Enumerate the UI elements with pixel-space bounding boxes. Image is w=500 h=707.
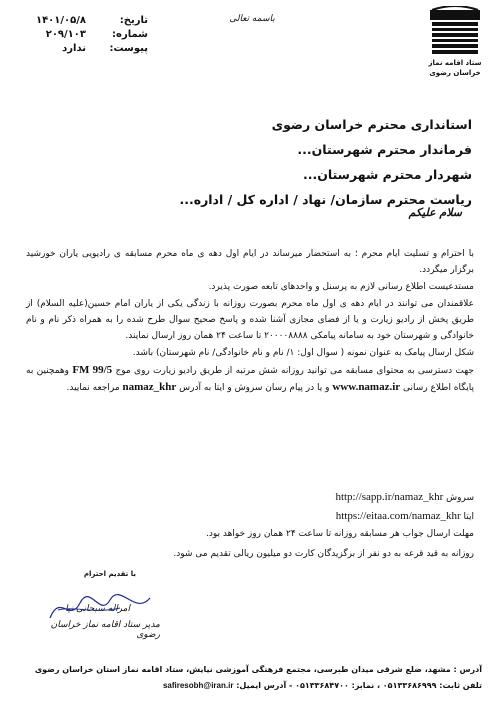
soroush-label: سروش: [446, 493, 474, 503]
logo-line-1: ستاد اقامه نماز: [428, 59, 482, 67]
body-paragraph-5: [26, 362, 474, 396]
letter-footer: [18, 662, 482, 694]
addressee-organizations: ریاست محترم سازمان/ نهاد / اداره کل / اداره...: [179, 192, 472, 207]
prize-note: روزانه به قید قرعه به دو نفر از برگزیدگان کارت دو میلیون ریالی تقدیم می شود.: [173, 549, 474, 559]
addressee-governor: فرماندار محترم شهرستان...: [297, 142, 472, 157]
kaaba-logo-icon: [424, 6, 486, 58]
soroush-row: [34, 488, 474, 507]
access-text-c: و یا در پیام رسان سروش و ایتا به آدرس: [179, 383, 330, 393]
addressee-governorate: استانداری محترم خراسان رضوی: [271, 117, 472, 132]
deadline-note: مهلت ارسال جواب هر مسابقه روزانه تا ساعت ۲۴ همان روز خواهد بود.: [206, 529, 474, 539]
closing-notes: [34, 524, 474, 564]
signature-title: با تقدیم احترام: [83, 570, 136, 578]
soroush-link[interactable]: http://sapp.ir/namaz_khr: [335, 491, 444, 503]
letter-meta: [18, 14, 148, 56]
footer-email[interactable]: safiresobh@iran.ir: [162, 681, 234, 690]
body-paragraph-4: شکل ارسال پیامک به عنوان نمونه ( سوال اول: ۱/ نام و نام خانوادگی/ نام شهرستان) باشد.: [132, 348, 474, 358]
number-label: شماره:: [112, 29, 148, 40]
handwritten-signature-icon: [40, 588, 160, 628]
attachment-label: پیوست:: [109, 43, 148, 54]
website-link[interactable]: www.namaz.ir: [332, 381, 401, 393]
basmala: باسمه تعالی: [229, 14, 275, 24]
footer-contact: تلفن ثابت: ۰۵۱۳۳۶۸۶۹۹۹ ، نمابر: ۰۵۱۳۳۶۸۴۷۰۰ - آدرس ایمیل:: [236, 681, 482, 690]
number-value: ۲۰۹/۱۰۳: [45, 29, 86, 40]
signatory-role: مدیر ستاد اقامه نماز خراسان رضوی: [50, 620, 160, 640]
fm-frequency: FM 99/5: [72, 364, 113, 376]
access-text-a: جهت دسترسی به محتوای مسابقه می توانید روزانه شش مرتبه از طریق رادیو زیارت روی موج: [115, 366, 474, 376]
addressee-mayor: شهردار محترم شهرستان...: [302, 167, 472, 182]
body-paragraph-2: مستدعیست اطلاع رسانی لازم به پرسنل و واحدهای تابعه صورت پذیرد.: [208, 282, 474, 292]
salutation: سلام علیکم: [408, 206, 462, 219]
addressee-list: [52, 112, 472, 212]
eitaa-link[interactable]: https://eitaa.com/namaz_khr: [335, 510, 461, 522]
eitaa-label: ایتا: [463, 512, 474, 522]
logo-line-2: خراسان رضوی: [429, 69, 481, 77]
body-paragraph-1: با احترام و تسلیت ایام محرم ؛ به استحضار میرساند در ایام اول دهه ی ماه محرم مسابقه ی رادیویی یاران خورشید برگزار میگردد.: [26, 249, 474, 275]
attachment-row: [18, 42, 148, 56]
footer-contact-row: [18, 678, 482, 694]
letter-body: [26, 246, 474, 397]
attachment-value: ندارد: [62, 43, 86, 54]
access-text-d: مراجعه نمایید.: [66, 383, 120, 393]
messenger-links: [34, 488, 474, 526]
signatory-name: امراله سبحانی نیا: [65, 604, 130, 614]
messenger-handle: namaz_khr: [122, 381, 177, 393]
footer-address: آدرس : مشهد، ضلع شرقی میدان طبرسی، مجتمع فرهنگی آموزشی نیایش، ستاد اقامه نماز استان خراسان رضوی: [34, 665, 482, 674]
logo-caption: [422, 58, 488, 78]
access-text-b: وهمچنین به پایگاه اطلاع رسانی: [26, 366, 474, 393]
date-value: ۱۴۰۱/۰۵/۸: [35, 15, 86, 26]
date-row: [18, 14, 148, 28]
number-row: [18, 28, 148, 42]
body-paragraph-3: علاقمندان می توانند در ایام دهه ی اول ماه محرم بصورت روزانه با زندگی یکی از یاران امام حسین(علیه السلام) از طریق پخش از رادیو زیارت و یا از فضای مجازی آشنا شده و پاسخ صحیح سوال طرح شده را به همراه ذکر نام و نام خانوادگی و شهرستان خود به سامانه پیامکی ۲۰۰۰۰۸۸۸۸ تا ساعت ۲۴ همان روز ارسال نمایند.: [26, 299, 474, 341]
date-label: تاریخ:: [119, 15, 148, 26]
